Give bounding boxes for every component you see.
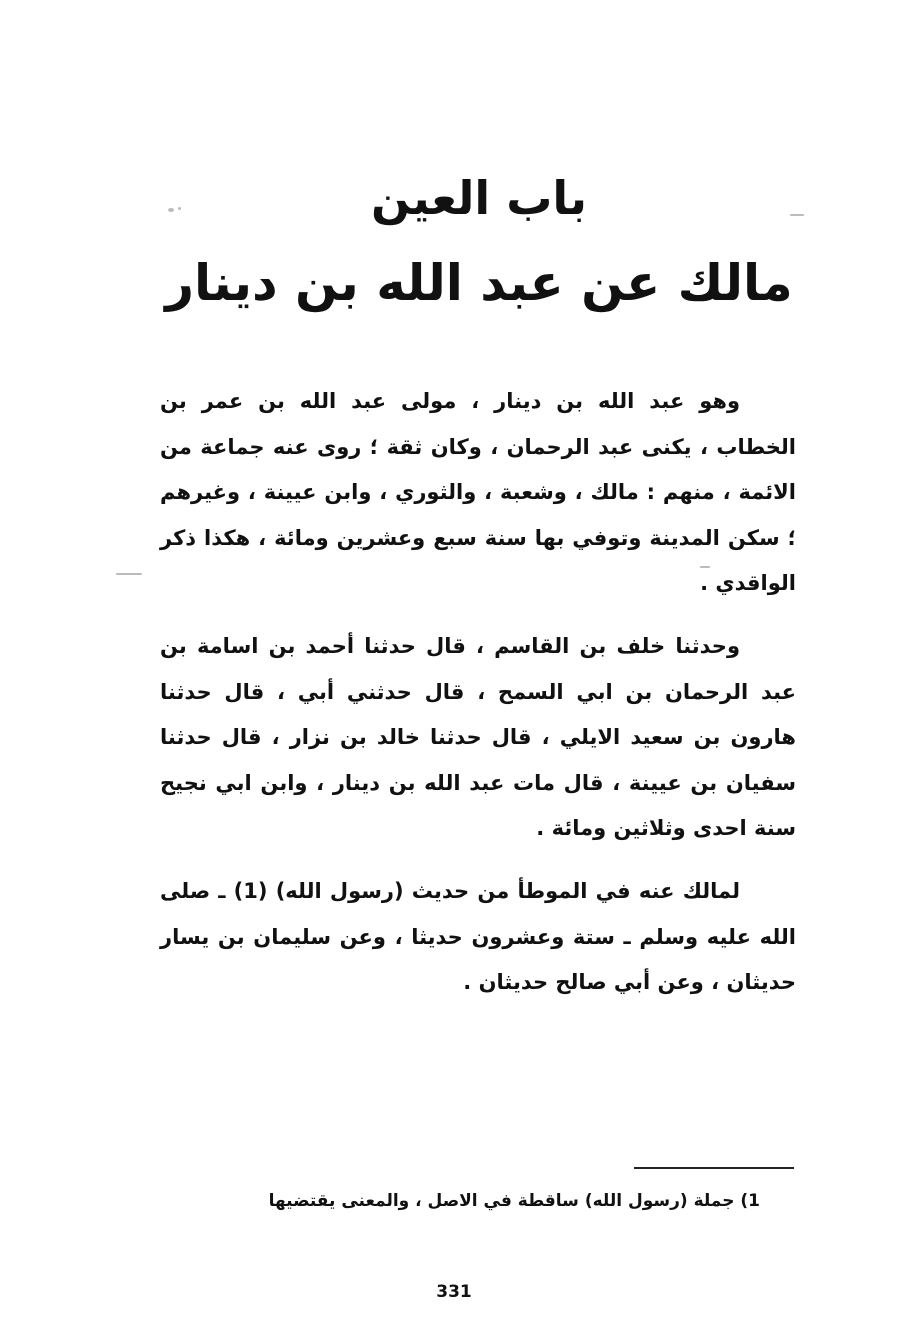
footnote: 1) جملة (رسول الله) ساقطة في الاصل ، والمعنى يقتضيها [268,1191,760,1211]
chapter-heading: باب العين [371,171,587,225]
scan-speck [790,214,804,216]
scan-speck [116,573,142,575]
scan-speck [178,207,181,210]
body-paragraph: لمالك عنه في الموطأ من حديث (رسول الله) (1) ـ صلى الله عليه وسلم ـ ستة وعشرون حديثا ، وعن سليمان بن يسار حديثان ، وعن أبي صالح حديثان . [160,879,796,994]
footnote-divider [634,1167,794,1169]
page-number: 331 [436,1282,472,1302]
section-heading: مالك عن عبد الله بن دينار [165,254,793,312]
body-paragraph: وحدثنا خلف بن القاسم ، قال حدثنا أحمد بن اسامة بن عبد الرحمان بن ابي السمح ، قال حدثني أبي ، قال حدثنا هارون بن سعيد الايلي ، قال حدثنا خالد بن نزار ، قال حدثنا سفيان بن عيينة ، قال مات عبد الله بن دينار ، وابن ابي نجيح سنة احدى وثلاثين ومائة . [160,634,796,840]
scan-speck [168,208,174,212]
body-paragraph: وهو عبد الله بن دينار ، مولى عبد الله بن عمر بن الخطاب ، يكنى عبد الرحمان ، وكان ثقة ؛ روى عنه جماعة من الائمة ، منهم : مالك ، وشعبة ، والثوري ، وابن عيينة ، وغيرهم ؛ سكن المدينة وتوفي بها سنة سبع وعشرين ومائة ، هكذا ذكر الواقدي . [160,389,796,595]
scan-speck [700,566,710,568]
